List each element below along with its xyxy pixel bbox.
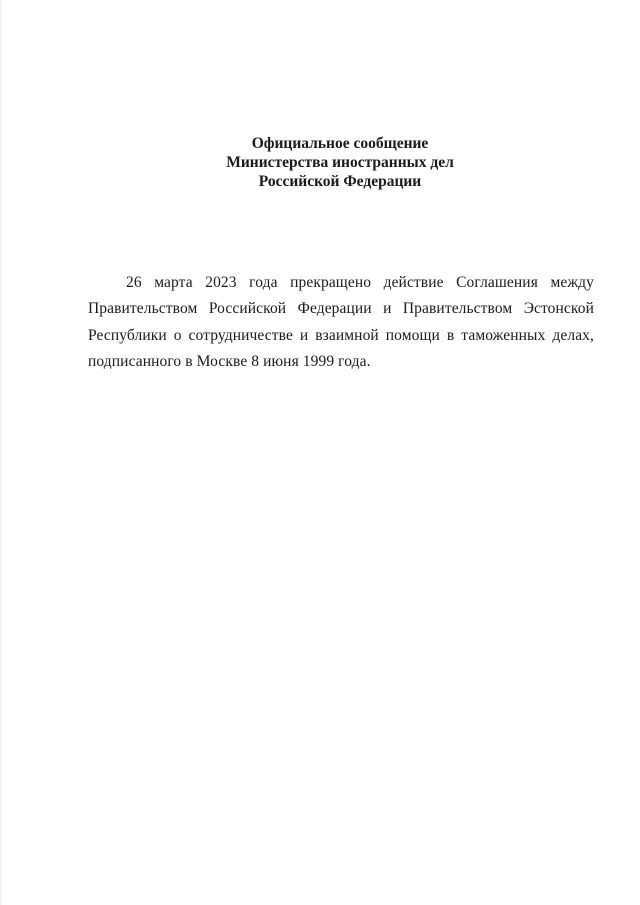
title-line-2: Министерства иностранных дел — [226, 154, 454, 171]
scan-edge — [0, 0, 2, 905]
title-line-3: Российской Федерации — [258, 173, 422, 190]
body-paragraph: 26 марта 2023 года прекращено действие Соглашения между Правительством Российской Федерации и Правительством Эстонской Республики о сотрудничестве и взаимной помощи в таможенных делах, подписанного в Москве 8 июня 1999 года. — [88, 273, 594, 370]
document-title — [120, 134, 560, 191]
title-line-1: Официальное сообщение — [251, 135, 429, 152]
